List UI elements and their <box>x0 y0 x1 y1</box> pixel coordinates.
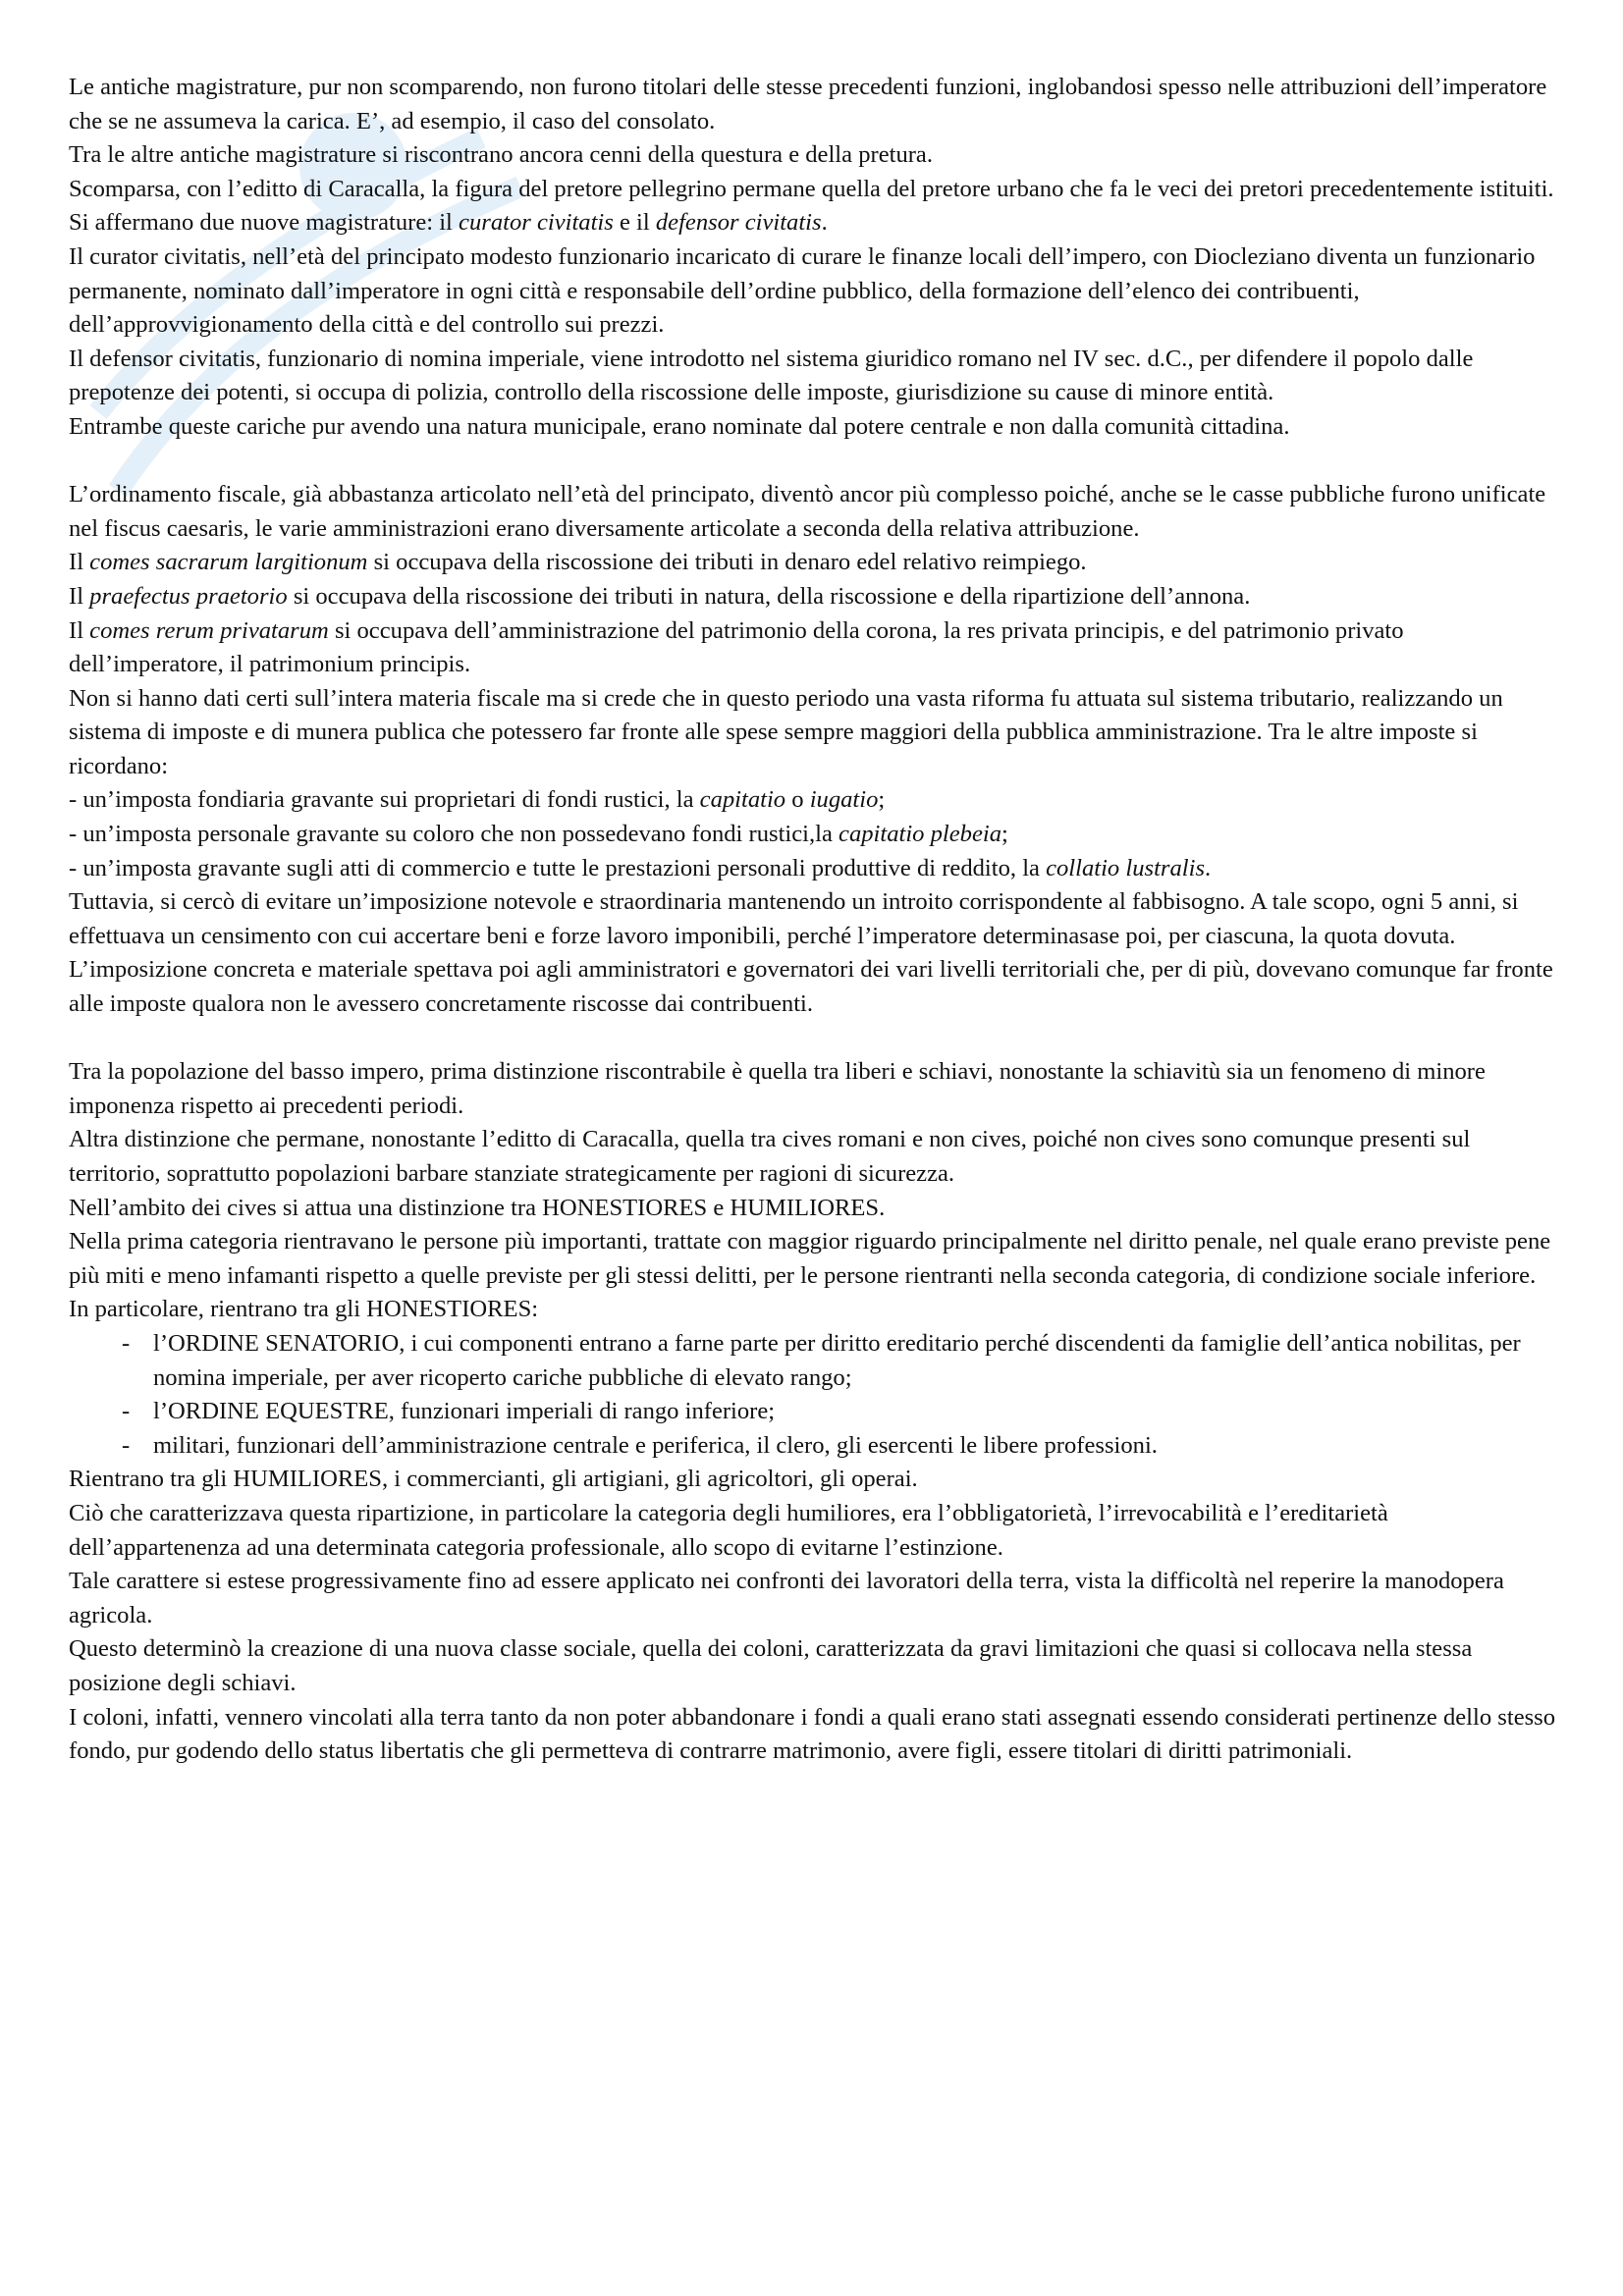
paragraph: Le antiche magistrature, pur non scomparendo, non furono titolari delle stesse precedenti funzioni, inglobandosi spesso nelle attribuzioni dell’imperatore che se ne assumeva la carica. E’, ad esempio, il caso del consolato. <box>69 74 1547 134</box>
paragraph: Questo determinò la creazione di una nuova classe sociale, quella dei coloni, caratterizzata da gravi limitazioni che quasi si collocava nella stessa posizione degli schiavi. <box>69 1635 1473 1696</box>
list-dash: - <box>122 1329 131 1357</box>
tax-term: capitatio plebeia <box>839 821 1002 848</box>
paragraph: In particolare, rientrano tra gli HONESTIORES: <box>69 1296 539 1323</box>
office-line: Il praefectus praetorio si occupava della riscossione dei tributi in natura, della riscossione e della ripartizione dell’annona. <box>69 582 1251 610</box>
paragraph: Rientrano tra gli HUMILIORES, i commercianti, gli artigiani, gli agricoltori, gli operai. <box>69 1466 918 1493</box>
paragraph-gap <box>69 445 1561 479</box>
tax-term: iugatio <box>809 786 879 814</box>
tax-term: capitatio <box>699 786 786 814</box>
paragraph: Tra le altre antiche magistrature si riscontrano ancora cenni della questura e della pretura. <box>69 141 933 169</box>
paragraph: Tale carattere si estese progressivamente fino ad essere applicato nei confronti dei lavoratori della terra, vista la difficoltà nel reperire la manodopera agricola. <box>69 1568 1504 1629</box>
paragraph: Ciò che caratterizzava questa ripartizione, in particolare la categoria degli humiliores, era l’obbligatorietà, l’irrevocabilità e l’ereditarietà dell’appartenenza ad una determinata categoria professionale, allo scopo di evitarne l’estinzione. <box>69 1499 1388 1561</box>
office-term: comes sacrarum largitionum <box>89 549 368 576</box>
office-term: praefectus praetorio <box>89 582 288 610</box>
paragraph: Entrambe queste cariche pur avendo una natura municipale, erano nominate dal potere centrale e non dalla comunità cittadina. <box>69 412 1290 440</box>
list-item: - militari, funzionari dell’amministrazione centrale e periferica, il clero, gli esercenti le libere professioni. <box>69 1429 1561 1464</box>
paragraph: Nella prima categoria rientravano le persone più importanti, trattate con maggior riguardo principalmente nel diritto penale, nel quale erano previste pene più miti e meno infamanti rispetto a quelle previste per gli stessi delitti, per le persone rientranti nella seconda categoria, di condizione sociale inferiore. <box>69 1228 1551 1289</box>
tax-line: - un’imposta gravante sugli atti di commercio e tutte le prestazioni personali produttive di reddito, la collatio lustralis. <box>69 854 1212 881</box>
paragraph: Scomparsa, con l’editto di Caracalla, la figura del pretore pellegrino permane quella del pretore urbano che fa le veci dei pretori precedentemente istituiti. <box>69 175 1554 202</box>
document-body <box>69 71 1561 1769</box>
list-dash: - <box>122 1398 131 1425</box>
office-line: Il comes rerum privatarum si occupava dell’amministrazione del patrimonio della corona, la res privata principis, e del patrimonio privato dell’imperatore, il patrimonium principis. <box>69 616 1404 678</box>
list-dash: - <box>122 1431 131 1459</box>
list-item: - l’ORDINE SENATORIO, i cui componenti entrano a farne parte per diritto ereditario perché discendenti da famiglie dell’antica nobilitas, per nomina imperiale, per aver ricoperto cariche pubbliche di elevato rango; <box>69 1327 1561 1395</box>
honestiores-list <box>69 1327 1561 1463</box>
paragraph: I coloni, infatti, vennero vincolati alla terra tanto da non poter abbandonare i fondi a quali erano stati assegnati essendo considerati pertinenze dello stesso fondo, pur godendo dello status libertatis che gli permetteva di contrarre matrimonio, avere figli, essere titolari di diritti patrimoniali. <box>69 1703 1556 1765</box>
term-curator-civitatis: curator civitatis <box>459 209 614 237</box>
paragraph: Tra la popolazione del basso impero, prima distinzione riscontrabile è quella tra liberi e schiavi, nonostante la schiavitù sia un fenomeno di minore imponenza rispetto ai precedenti periodi. <box>69 1058 1486 1119</box>
tax-line: - un’imposta fondiaria gravante sui proprietari di fondi rustici, la capitatio o iugatio; <box>69 786 886 814</box>
paragraph: Nell’ambito dei cives si attua una distinzione tra HONESTIORES e HUMILIORES. <box>69 1194 886 1221</box>
paragraph: Altra distinzione che permane, nonostante l’editto di Caracalla, quella tra cives romani e non cives, poiché non cives sono comunque presenti sul territorio, soprattutto popolazioni barbare stanziate strategicamente per ragioni di sicurezza. <box>69 1126 1471 1187</box>
paragraph: Il defensor civitatis, funzionario di nomina imperiale, viene introdotto nel sistema giuridico romano nel IV sec. d.C., per difendere il popolo dalle prepotenze dei potenti, si occupa di polizia, controllo della riscossione delle imposte, giurisdizione su cause di minore entità. <box>69 345 1474 406</box>
term-defensor-civitatis: defensor civitatis <box>655 209 822 237</box>
office-term: comes rerum privatarum <box>89 616 329 644</box>
paragraph-gap <box>69 1022 1561 1056</box>
paragraph-fiscal-intro: L’ordinamento fiscale, già abbastanza articolato nell’età del principato, diventò ancor più complesso poiché, anche se le casse pubbliche furono unificate nel fiscus caesaris, le varie amministrazioni erano diversamente articolate a seconda della relativa attribuzione. <box>69 481 1546 542</box>
office-line: Il comes sacrarum largitionum si occupava della riscossione dei tributi in denaro edel relativo reimpiego. <box>69 549 1087 576</box>
paragraph: Il curator civitatis, nell’età del principato modesto funzionario incaricato di curare le finanze locali dell’impero, con Diocleziano diventa un funzionario permanente, nominato dall’imperatore in ogni città e responsabile dell’ordine pubblico, della formazione dell’elenco dei contribuenti, dell’approvvigionamento della città e del controllo sui prezzi. <box>69 242 1536 339</box>
tax-term: collatio lustralis <box>1046 854 1206 881</box>
list-item: - l’ORDINE EQUESTRE, funzionari imperiali di rango inferiore; <box>69 1395 1561 1429</box>
paragraph-fiscal-closing: Tuttavia, si cercò di evitare un’imposizione notevole e straordinaria mantenendo un introito corrispondente al fabbisogno. A tale scopo, ogni 5 anni, si effettuava un censimento con cui accertare beni e forze lavoro imponibili, perché l’imperatore determinasase poi, per ciascuna, la quota dovuta. L’imposizione concreta e materiale spettava poi agli amministratori e governatori dei vari livelli territoriali che, per di più, dovevano comunque far fronte alle imposte qualora non le avessero concretamente riscosse dai contribuenti. <box>69 888 1553 1018</box>
tax-line: - un’imposta personale gravante su coloro che non possedevano fondi rustici,la capitatio plebeia; <box>69 821 1008 848</box>
paragraph-new-magistratures: Si affermano due nuove magistrature: il curator civitatis e il defensor civitatis. <box>69 209 828 237</box>
paragraph-fiscal-reform: Non si hanno dati certi sull’intera materia fiscale ma si crede che in questo periodo una vasta riforma fu attuata sul sistema tributario, realizzando un sistema di imposte e di munera publica che potessero far fronte alle spese sempre maggiori della pubblica amministrazione. Tra le altre imposte si ricordano: <box>69 684 1503 779</box>
